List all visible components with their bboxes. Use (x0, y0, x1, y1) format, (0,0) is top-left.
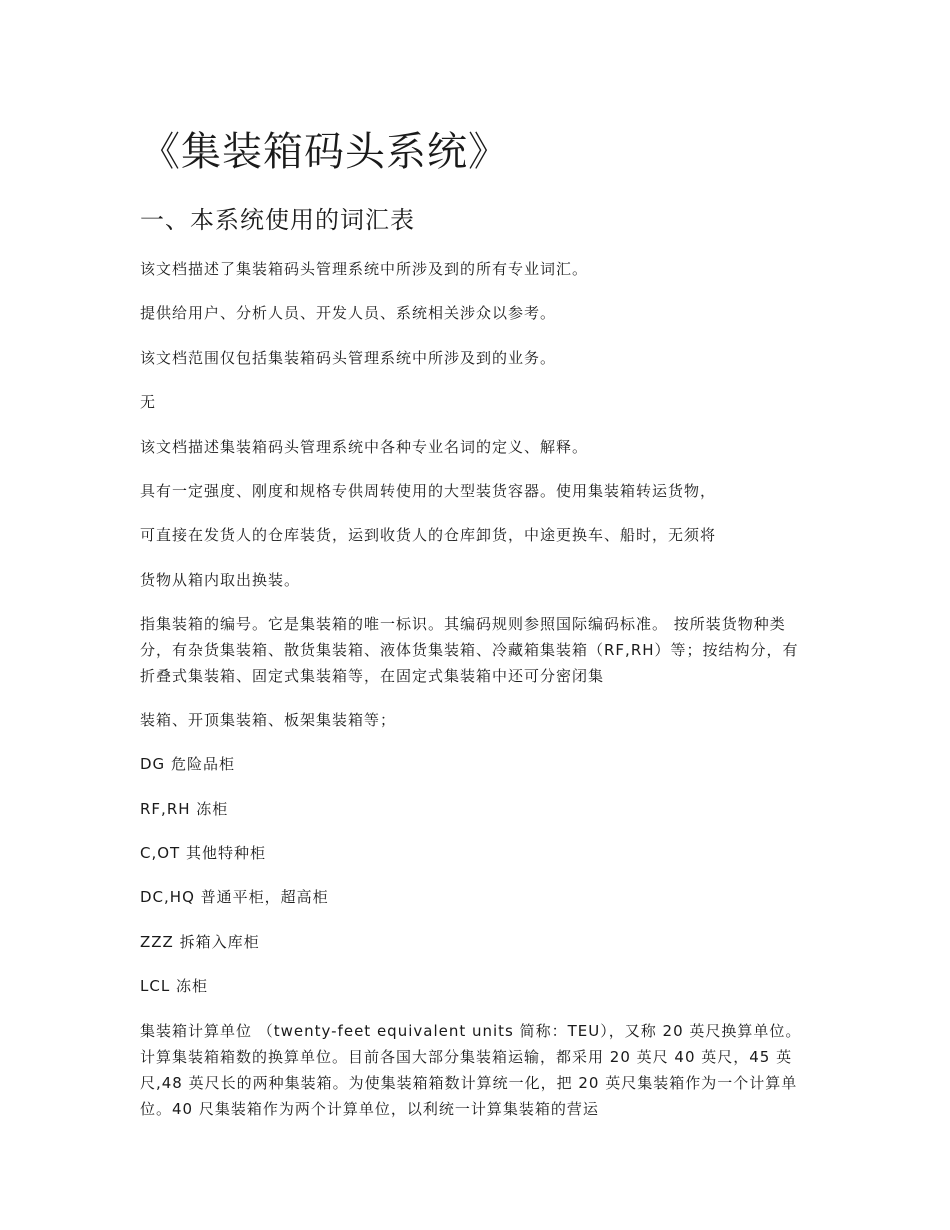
paragraph: 无 (140, 393, 157, 411)
paragraph: 可直接在发货人的仓库装货，运到收货人的仓库卸货，中途更换车、船时，无须将 (140, 526, 717, 544)
paragraph: 该文档范围仅包括集装箱码头管理系统中所涉及到的业务。 (140, 349, 557, 367)
container-type-code: C,OT 其他特种柜 (140, 844, 266, 862)
paragraph: 货物从箱内取出换装。 (140, 571, 301, 589)
paragraph: 该文档描述了集装箱码头管理系统中所涉及到的所有专业词汇。 (140, 260, 589, 278)
paragraph: 该文档描述集装箱码头管理系统中各种专业名词的定义、解释。 (140, 438, 589, 456)
container-type-code: LCL 冻柜 (140, 977, 208, 995)
section-heading: 一、本系统使用的词汇表 (140, 206, 415, 234)
paragraph: 提供给用户、分析人员、开发人员、系统相关涉众以参考。 (140, 304, 557, 322)
paragraph: 集装箱计算单位 （twenty-feet equivalent units 简称：TEU），又称 20 英尺换算单位。计算集装箱箱数的换算单位。目前各国大部分集装箱运输，都采用 20 英尺 40 英尺，45 英尺,48 英尺长的两种集装箱。为使集装箱箱数计算统一化，把 20 英尺集装箱作为一个计算单位。40 尺集装箱作为两个计算单位，以利统一计算集装箱的营运 (140, 1022, 802, 1118)
document-title: 《集装箱码头系统》 (140, 129, 509, 175)
container-type-code: RF,RH 冻柜 (140, 800, 229, 818)
container-type-code: DG 危险品柜 (140, 755, 235, 773)
container-type-code: ZZZ 拆箱入库柜 (140, 933, 260, 951)
paragraph: 指集装箱的编号。它是集装箱的唯一标识。其编码规则参照国际编码标准。 按所装货物种类分，有杂货集装箱、散货集装箱、液体货集装箱、冷藏箱集装箱（RF,RH）等；按结构分，有折叠式集装箱、固定式集装箱等，在固定式集装箱中还可分密闭集 (140, 615, 799, 685)
paragraph: 装箱、开顶集装箱、板架集装箱等； (140, 711, 397, 729)
paragraph: 具有一定强度、刚度和规格专供周转使用的大型装货容器。使用集装箱转运货物， (140, 482, 717, 500)
container-type-code: DC,HQ 普通平柜，超高柜 (140, 888, 329, 906)
